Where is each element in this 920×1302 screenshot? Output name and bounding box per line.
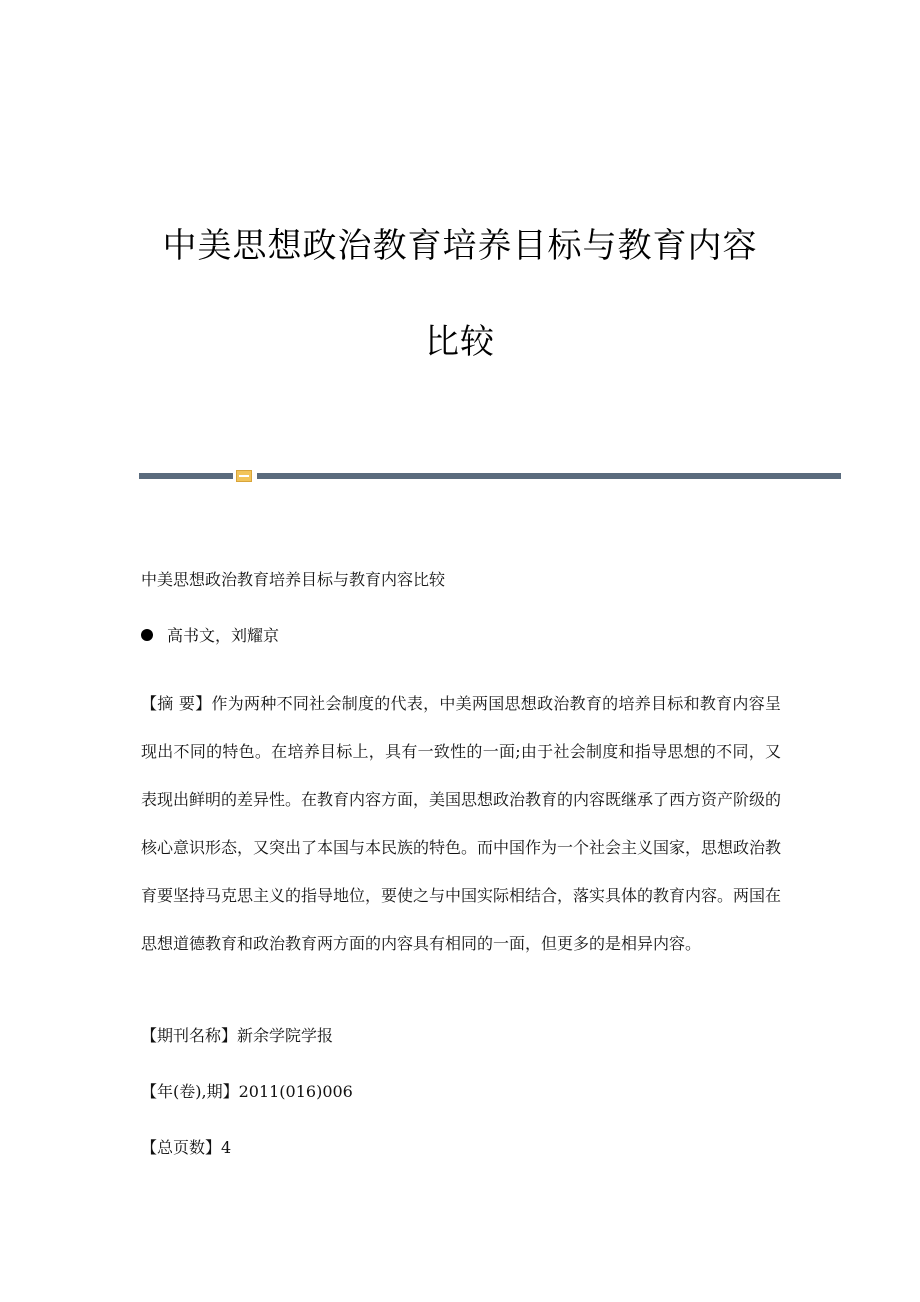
- journal-label: 【期刊名称】: [141, 1026, 238, 1045]
- abstract-label: 【摘 要】: [141, 694, 212, 713]
- bullet-icon: [141, 629, 153, 641]
- volume-value: 2011(016)006: [238, 1082, 353, 1101]
- pages-label: 【总页数】: [141, 1138, 222, 1157]
- pages-value: 4: [221, 1138, 232, 1157]
- document-subtitle: 中美思想政治教育培养目标与教育内容比较: [141, 570, 446, 589]
- volume-line: [141, 1080, 781, 1104]
- document-title-line-2: 比较: [425, 322, 495, 362]
- pages-line: [141, 1136, 781, 1160]
- abstract: [141, 680, 781, 968]
- divider-ornament-icon: [236, 470, 252, 482]
- journal-value: 新余学院学报: [237, 1026, 334, 1045]
- divider-bar-left: [139, 473, 233, 479]
- journal-line: [141, 1024, 781, 1048]
- document-title-line-1: 中美思想政治教育培养目标与教育内容: [162, 226, 758, 266]
- title-divider: [139, 470, 841, 482]
- authors-line: [141, 624, 781, 648]
- volume-label: 【年(卷),期】: [141, 1082, 239, 1101]
- divider-bar-right: [257, 473, 841, 479]
- authors: 高书文，刘耀京: [167, 626, 280, 645]
- abstract-text: 作为两种不同社会制度的代表，中美两国思想政治教育的培养目标和教育内容呈现出不同的特色。在培养目标上，具有一致性的一面;由于社会制度和指导思想的不同，又表现出鲜明的差异性。在教育内容方面，美国思想政治教育的内容既继承了西方资产阶级的核心意识形态，又突出了本国与本民族的特色。而中国作为一个社会主义国家，思想政治教育要坚持马克思主义的指导地位，要使之与中国实际相结合，落实具体的教育内容。两国在思想道德教育和政治教育两方面的内容具有相同的一面，但更多的是相异内容。: [141, 694, 782, 953]
